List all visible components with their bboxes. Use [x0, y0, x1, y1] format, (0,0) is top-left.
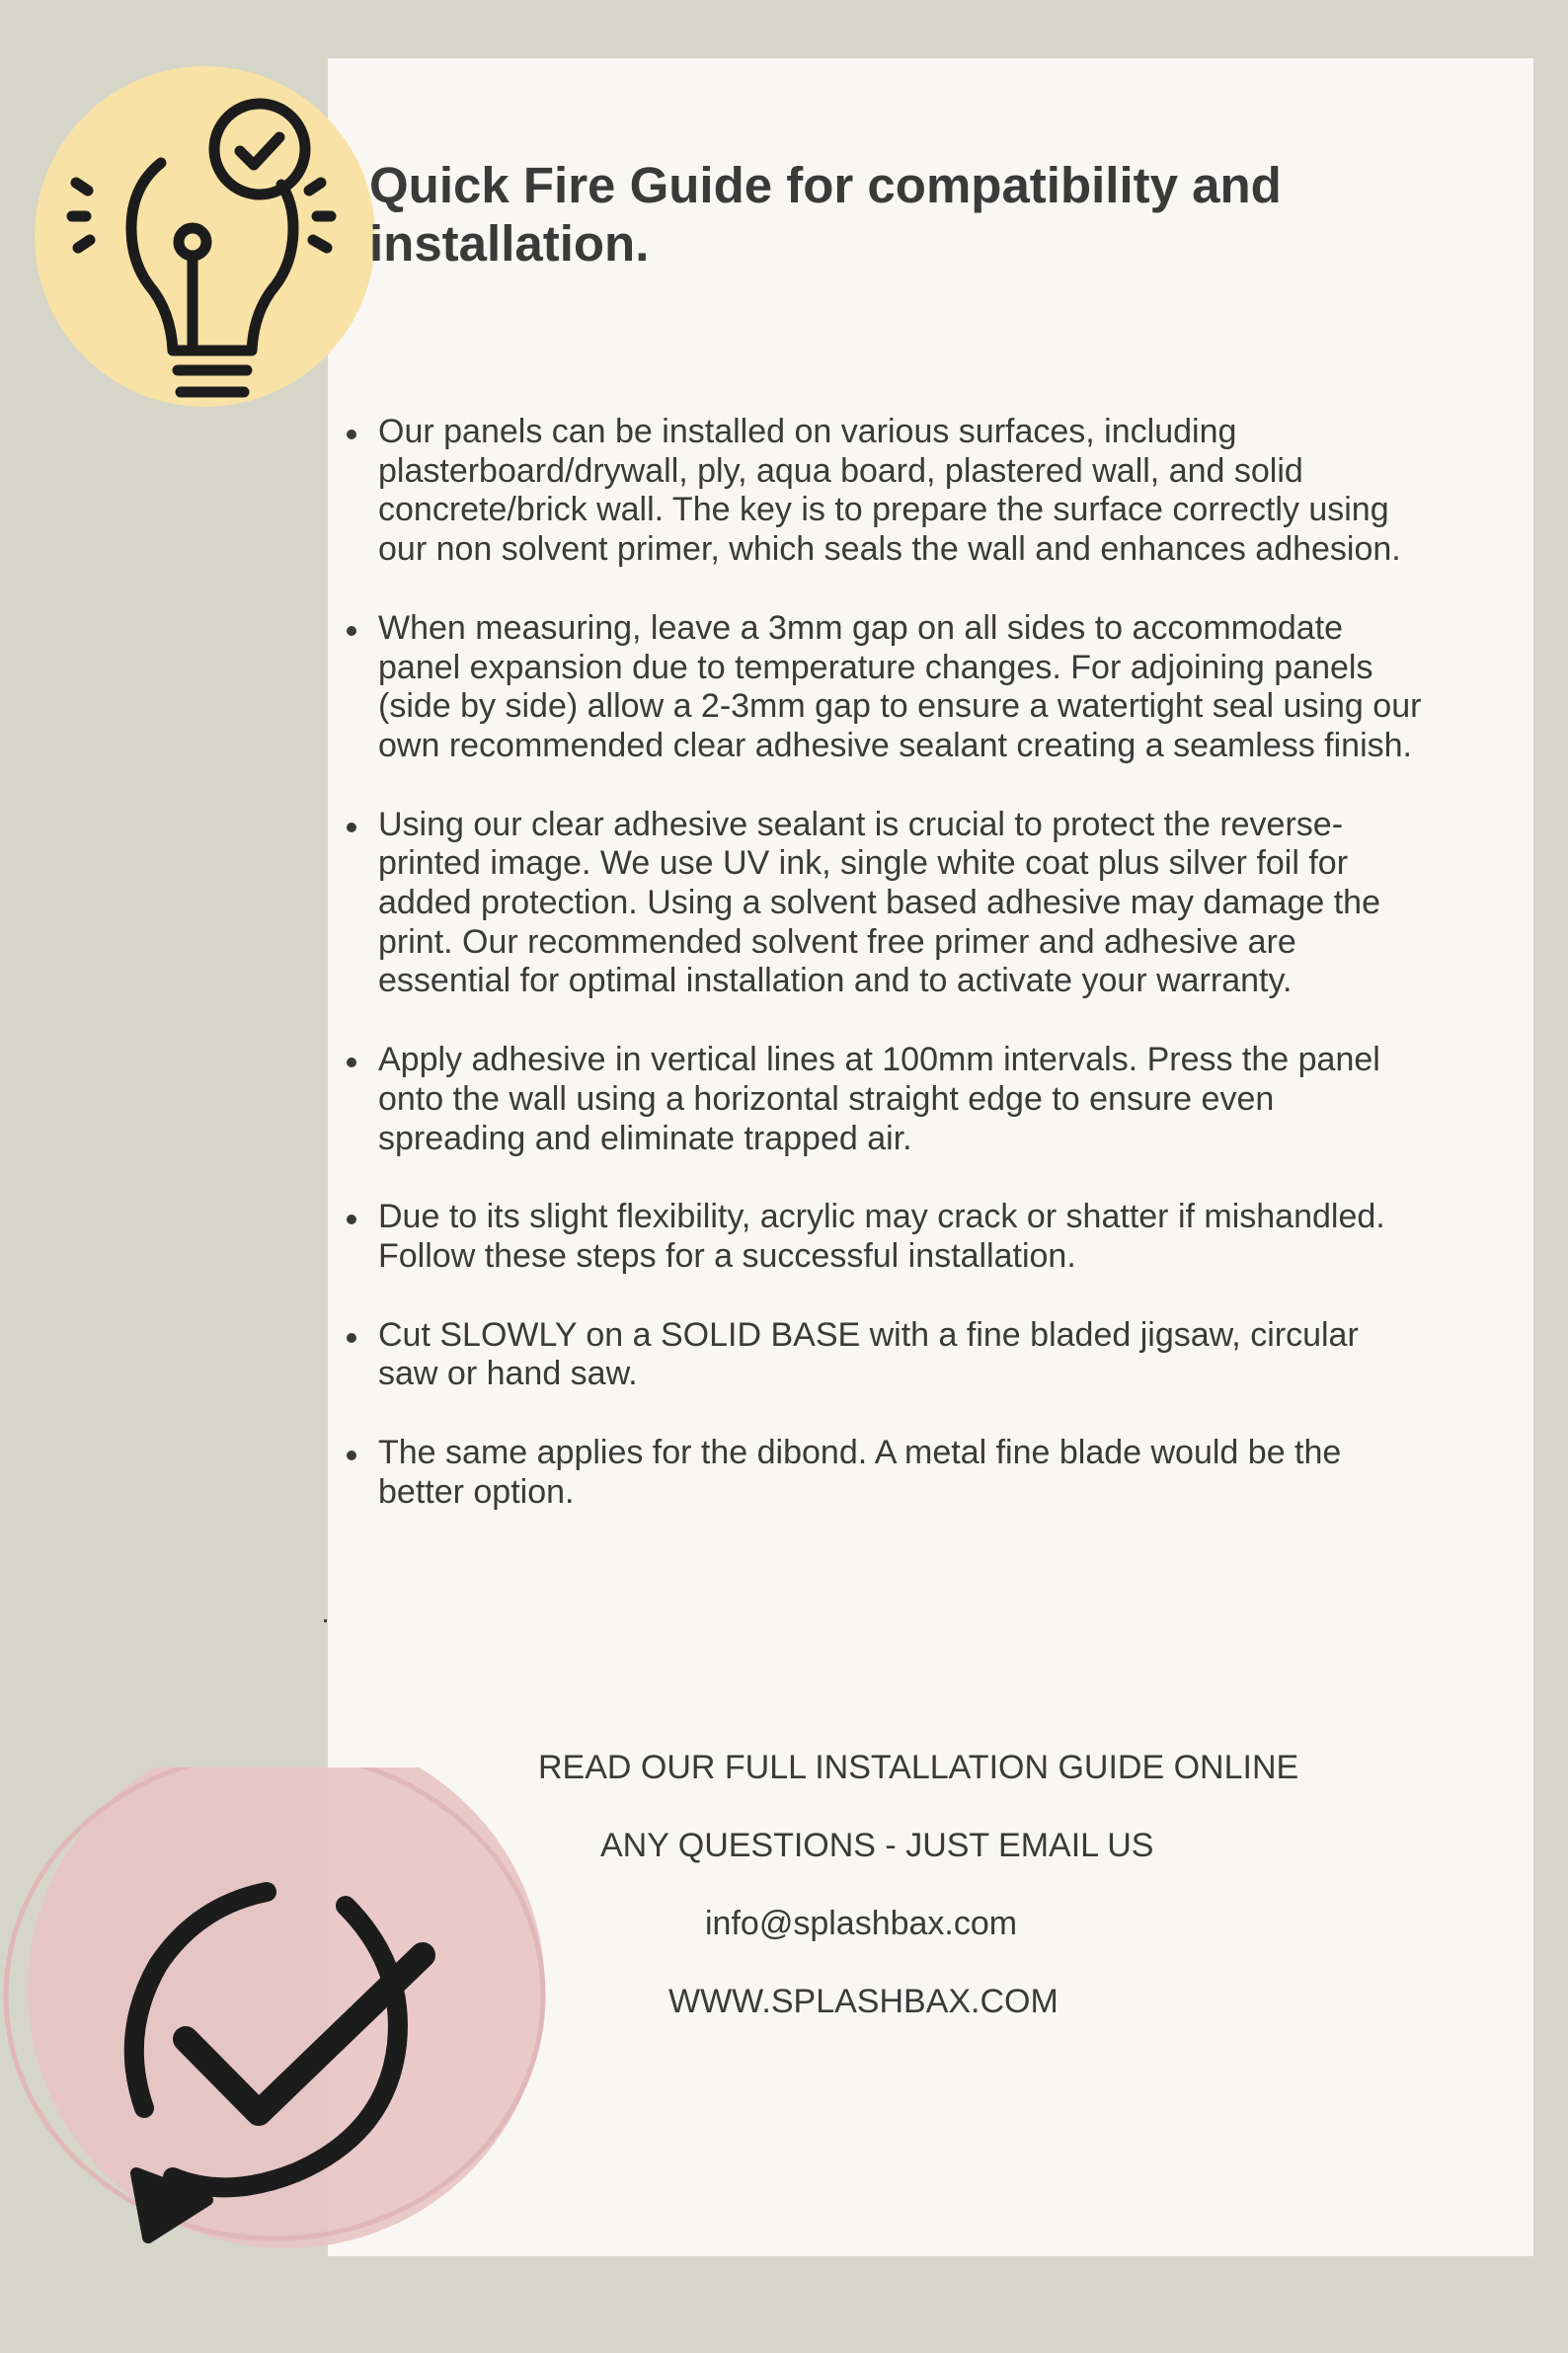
list-item: Due to its slight flexibility, acrylic may crack or shatter if mishandled. Follow these steps for a successful installation.	[378, 1198, 1425, 1276]
website-link[interactable]: WWW.SPLASHBAX.COM	[668, 1983, 1058, 2020]
questions-text: ANY QUESTIONS - JUST EMAIL US	[600, 1827, 1154, 1864]
list-item: Apply adhesive in vertical lines at 100mm intervals. Press the panel onto the wall using a horizontal straight edge to ensure even spreading and eliminate trapped air.	[378, 1041, 1425, 1158]
list-item: The same applies for the dibond. A metal fine blade would be the better option.	[378, 1434, 1425, 1512]
refresh-check-icon	[0, 1767, 563, 2320]
lightbulb-badge	[35, 66, 375, 407]
list-item: Cut SLOWLY on a SOLID BASE with a fine bladed jigsaw, circular saw or hand saw.	[378, 1316, 1425, 1394]
guide-online-text: READ OUR FULL INSTALLATION GUIDE ONLINE	[538, 1749, 1299, 1786]
guide-list	[378, 413, 1425, 1551]
lightbulb-check-icon	[35, 66, 375, 407]
list-item: When measuring, leave a 3mm gap on all sides to accommodate panel expansion due to temperature changes. For adjoining panels (side by side) allow a 2-3mm gap to ensure a watertight seal using our own recommended clear adhesive sealant creating a seamless finish.	[378, 609, 1425, 766]
email-link[interactable]: info@splashbax.com	[705, 1905, 1018, 1942]
stray-dot	[324, 1619, 327, 1622]
list-item: Our panels can be installed on various surfaces, including plasterboard/drywall, ply, aqua board, plastered wall, and solid concrete/brick wall. The key is to prepare the surface correctly using our non solvent primer, which seals the wall and enhances adhesion.	[378, 413, 1425, 570]
page-title: Quick Fire Guide for compatibility and installation.	[369, 157, 1282, 272]
list-item: Using our clear adhesive sealant is crucial to protect the reverse-printed image. We use UV ink, single white coat plus silver foil for added protection. Using a solvent based adhesive may damage the print. Our recommended solvent free primer and adhesive are essential for optimal installation and to activate your warranty.	[378, 806, 1425, 1002]
